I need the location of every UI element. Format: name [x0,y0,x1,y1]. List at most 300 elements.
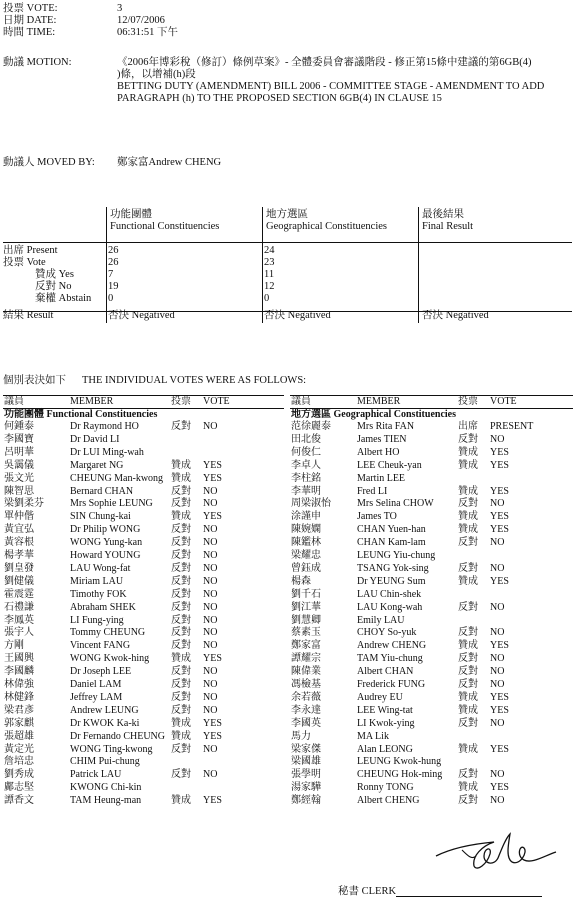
vote-zh: 反對 [171,614,191,626]
summary-rule [3,242,572,243]
vote-zh: 反對 [171,588,191,600]
table-row [3,640,284,652]
table-row [3,602,284,614]
member-name-zh: 張超雄 [4,730,34,742]
vote-en: YES [203,730,222,742]
member-name-en: WONG Kwok-hing [70,653,150,665]
yes-fc: 7 [108,269,114,280]
table-row [290,524,573,536]
table-row [290,718,573,730]
member-name-en: Timothy FOK [70,588,127,600]
table-row [290,627,573,639]
member-name-zh: 譚香文 [4,795,34,807]
vote-zh: 反對 [171,666,191,678]
member-name-zh: 李華明 [291,485,321,497]
fc-section-title-text: 功能團體 Functional Constituencies [4,409,158,420]
vote-en: NO [203,421,218,432]
vote-en: NO [490,601,505,613]
vote-fc: 26 [108,257,119,268]
member-name-en: TAM Yiu-chung [357,653,423,665]
member-name-en: Fred LI [357,485,388,497]
member-name-zh: 何鍾泰 [4,421,34,432]
member-name-zh: 劉慧卿 [291,614,321,626]
member-name-en: Emily LAU [357,614,405,626]
abstain-label: 棄權 Abstain [35,293,92,304]
member-name-en: Audrey EU [357,691,403,703]
member-name-zh: 張文光 [4,472,34,484]
member-name-zh: 余若薇 [291,691,321,703]
vote-zh: 贊成 [458,782,478,794]
vote-zh: 贊成 [458,485,478,497]
vote-en: YES [490,485,509,497]
member-name-en: Frederick FUNG [357,679,426,690]
vote-en: NO [490,666,505,678]
member-name-en: Dr KWOK Ka-ki [70,717,140,729]
member-name-zh: 陳偉業 [291,666,321,678]
member-name-zh: 鄭經翰 [291,795,321,807]
vote-en: NO [203,588,218,600]
member-name-zh: 譚耀宗 [291,653,321,665]
vote-en: NO [203,485,218,497]
member-name-zh: 曾鈺成 [291,562,321,574]
vote-zh-header: 投票 [171,396,191,407]
vote-en: NO [490,537,505,549]
vote-zh: 贊成 [458,511,478,523]
member-name-en: Abraham SHEK [70,601,136,613]
table-row [3,589,284,601]
member-name-en: Daniel LAM [70,679,122,690]
member-name-en: Dr Joseph LEE [70,666,132,678]
member-name-zh: 陳婉嫻 [291,524,321,536]
vote-zh: 反對 [458,717,478,729]
vote-en: YES [203,459,222,471]
vote-zh: 反對 [458,562,478,574]
member-name-zh: 田北俊 [291,433,321,445]
vote-zh: 贊成 [458,704,478,716]
yes-gc: 11 [264,269,275,280]
table-row [290,795,573,807]
member-name-zh: 楊森 [291,575,311,587]
motion-text-zh-1: 《2006年博彩稅（修訂）條例草案》- 全體委員會審議階段 - 修正第15條中建議的第6GB(4) [117,57,532,68]
table-row [290,473,573,485]
date-label: 日期 DATE: [3,15,57,26]
vote-en: YES [203,717,222,729]
member-name-en: LI Kwok-ying [357,717,415,729]
table-row [290,679,573,691]
table-row [3,550,284,562]
table-row [3,524,284,536]
vote-en: NO [490,717,505,729]
table-row [3,473,284,485]
vote-zh: 贊成 [458,743,478,755]
vote-zh: 反對 [458,601,478,613]
table-row [3,744,284,756]
fc-heading-zh: 功能團體 [110,209,152,220]
vote-en: NO [490,795,505,807]
table-row [3,782,284,794]
table-row [290,705,573,717]
member-name-zh: 張學明 [291,769,321,781]
vote-en-header: VOTE [203,396,230,407]
member-name-en: Albert CHAN [357,666,414,678]
vote-en: NO [490,627,505,639]
clerk-signature [432,826,562,876]
vote-en: NO [203,537,218,549]
member-name-zh: 黃宜弘 [4,524,34,536]
member-name-en: Miriam LAU [70,575,124,587]
vote-zh: 贊成 [171,653,191,665]
table-header-row [3,396,284,408]
table-row [3,692,284,704]
table-row [3,563,284,575]
member-name-en: WONG Ting-kwong [70,743,153,755]
table-row [3,718,284,730]
no-gc: 12 [264,281,275,292]
table-row [290,421,573,433]
member-name-en: Ronny TONG [357,782,414,794]
member-name-zh: 劉健儀 [4,575,34,587]
member-name-en: TAM Heung-man [70,795,142,807]
vote-en: YES [490,782,509,794]
table-row [290,653,573,665]
member-name-en: Dr Philip WONG [70,524,141,536]
member-name-zh: 周梁淑怡 [291,498,331,510]
member-name-en: Bernard CHAN [70,485,134,497]
member-name-zh: 劉江華 [291,601,321,613]
member-name-zh: 霍震霆 [4,588,34,600]
vote-zh: 反對 [171,575,191,587]
table-row [290,640,573,652]
vote-en: YES [490,704,509,716]
vote-en: YES [490,459,509,471]
table-row [3,731,284,743]
member-name-en: Albert HO [357,446,400,458]
vote-en: YES [203,653,222,665]
member-name-en: LEUNG Kwok-hung [357,756,442,768]
vote-zh: 贊成 [171,472,191,484]
vote-en: NO [203,562,218,574]
table-row [290,589,573,601]
gc-section-title [290,409,573,421]
member-name-en: LAU Kong-wah [357,601,423,613]
member-name-en: LI Fung-ying [70,614,124,626]
member-en-header: MEMBER [70,396,114,407]
member-name-en: Jeffrey LAM [70,691,123,703]
member-name-zh: 李國寶 [4,433,34,445]
member-name-zh: 陳鑑林 [291,537,321,549]
member-name-en: Dr Raymond HO [70,421,139,432]
vote-en: YES [490,511,509,523]
member-name-zh: 呂明華 [4,446,34,458]
member-name-en: CHAN Yuen-han [357,524,426,536]
abstain-fc: 0 [108,293,114,304]
vote-en: YES [490,446,509,458]
member-name-zh: 梁君彥 [4,704,34,716]
time-label: 時間 TIME: [3,27,56,38]
member-name-zh: 范徐麗泰 [291,421,331,432]
vote-label: 投票 Vote [3,257,46,268]
vote-en: PRESENT [490,421,534,432]
member-name-zh: 涂謹申 [291,511,321,523]
mover-value: 鄭家富Andrew CHENG [117,157,222,168]
table-row [3,795,284,807]
member-name-en: Mrs Sophie LEUNG [70,498,153,510]
vote-en: NO [203,704,218,716]
member-name-zh: 李柱銘 [291,472,321,484]
vote-zh: 反對 [171,679,191,690]
result-gc: 否決 Negatived [264,310,331,321]
member-name-en: Dr Fernando CHEUNG [70,730,165,742]
member-name-en: Vincent FANG [70,640,131,652]
table-row [290,782,573,794]
vote-en: YES [203,511,222,523]
table-row [290,692,573,704]
member-name-zh: 林偉強 [4,679,34,690]
fc-heading-en: Functional Constituencies [110,221,220,232]
table-row [290,731,573,743]
vote-en: NO [203,601,218,613]
member-name-en: TSANG Yok-sing [357,562,429,574]
vote-zh: 贊成 [171,511,191,523]
result-fc: 否決 Negatived [108,310,175,321]
vote-zh-header: 投票 [458,396,478,407]
vote-zh: 反對 [171,524,191,536]
table-row [3,615,284,627]
member-name-zh: 馮檢基 [291,679,321,690]
vote-en: NO [203,679,218,690]
vote-gc: 23 [264,257,275,268]
final-heading-zh: 最後結果 [422,209,464,220]
present-label: 出席 Present [3,245,58,256]
member-name-en: MA Lik [357,730,389,742]
member-name-en: Andrew CHENG [357,640,427,652]
member-name-en: Martin LEE [357,472,406,484]
vote-en: NO [490,433,505,445]
vote-zh: 反對 [458,433,478,445]
table-row [290,769,573,781]
individual-intro-en: THE INDIVIDUAL VOTES WERE AS FOLLOWS: [82,375,307,386]
vote-en: NO [203,640,218,652]
summary-divider [262,207,263,323]
date-value: 12/07/2006 [117,15,165,26]
vote-zh: 贊成 [171,459,191,471]
vote-en: NO [490,679,505,690]
motion-text-en-1: BETTING DUTY (AMENDMENT) BILL 2006 - COMMITTEE STAGE - AMENDMENT TO ADD [117,81,545,92]
member-name-en: Margaret NG [70,459,124,471]
table-row [290,756,573,768]
table-row [3,653,284,665]
yes-label: 贊成 Yes [35,269,74,280]
table-row [290,537,573,549]
vote-zh: 反對 [171,550,191,561]
table-row [3,498,284,510]
member-name-zh: 湯家驊 [291,782,321,794]
gc-votes-table [290,395,573,827]
member-name-zh: 何俊仁 [291,446,321,458]
vote-zh: 贊成 [458,640,478,652]
member-name-zh: 梁劉柔芬 [4,498,44,510]
summary-divider [106,207,107,323]
member-name-zh: 王國興 [4,653,34,665]
gc-section-title-text: 地方選區 Geographical Constituencies [291,409,456,420]
table-row [290,498,573,510]
member-name-en: Albert CHENG [357,795,420,807]
member-name-en: Patrick LAU [70,769,122,781]
table-row [290,511,573,523]
vote-en: YES [490,524,509,536]
member-name-zh: 吳靄儀 [4,459,34,471]
table-row [3,769,284,781]
member-name-en: Mrs Rita FAN [357,421,415,432]
member-name-en: LAU Wong-fat [70,562,131,574]
vote-en: NO [490,498,505,510]
table-header-row [290,396,573,408]
table-row [3,576,284,588]
member-name-en: LEUNG Yiu-chung [357,550,436,561]
member-name-zh: 詹培忠 [4,756,34,768]
vote-en: YES [490,575,509,587]
vote-zh: 反對 [458,627,478,639]
motion-text-zh-2: )條，以增補(h)段 [117,69,196,80]
vote-zh: 贊成 [171,795,191,807]
member-name-en: CHOY So-yuk [357,627,417,639]
member-name-en: LEE Wing-tat [357,704,413,716]
abstain-gc: 0 [264,293,270,304]
member-name-en: Tommy CHEUNG [70,627,146,639]
vote-zh: 反對 [171,562,191,574]
no-fc: 19 [108,281,119,292]
table-row [3,511,284,523]
final-heading-en: Final Result [422,221,474,232]
present-gc: 24 [264,245,275,256]
table-row [3,705,284,717]
member-name-en: Howard YOUNG [70,550,141,561]
member-name-en: Dr YEUNG Sum [357,575,426,587]
member-name-en: LEE Cheuk-yan [357,459,422,471]
clerk-label: 秘書 CLERK [338,886,397,897]
member-name-zh: 李永達 [291,704,321,716]
member-name-zh: 林健鋒 [4,691,34,703]
table-row [3,756,284,768]
member-name-zh: 馬力 [291,730,311,742]
fc-votes-table [3,395,284,827]
member-name-en: WONG Yung-kan [70,537,143,549]
member-name-zh: 單仲偕 [4,511,34,523]
member-name-zh: 李卓人 [291,459,321,471]
member-name-en: Alan LEONG [357,743,413,755]
summary-table [3,207,572,323]
table-row [3,421,284,433]
vote-en: NO [203,524,218,536]
vote-en: NO [203,614,218,626]
vote-zh: 贊成 [458,524,478,536]
vote-en: NO [490,769,505,781]
vote-en: YES [203,795,222,807]
vote-zh: 反對 [171,691,191,703]
member-name-en: LAU Chin-shek [357,588,422,600]
summary-divider [418,207,419,323]
gc-heading-en: Geographical Constituencies [266,221,388,232]
member-name-zh: 郭家麒 [4,717,34,729]
member-name-zh: 楊孝華 [4,550,34,561]
vote-zh: 反對 [171,601,191,613]
member-name-zh: 李鳳英 [4,614,34,626]
member-name-en: KWONG Chi-kin [70,782,142,794]
member-name-en: James TO [357,511,397,523]
member-zh-header: 議員 [4,396,24,407]
table-row [290,563,573,575]
member-name-zh: 鄭家富 [291,640,321,652]
vote-en: NO [203,769,218,781]
table-row [290,744,573,756]
vote-zh: 反對 [171,769,191,781]
member-name-zh: 黃定光 [4,743,34,755]
vote-en: YES [490,691,509,703]
member-name-zh: 梁家傑 [291,743,321,755]
result-final: 否決 Negatived [422,310,489,321]
motion-label: 動議 MOTION: [3,57,72,68]
vote-zh: 反對 [171,743,191,755]
vote-en: NO [203,627,218,639]
vote-en: YES [490,640,509,652]
member-name-zh: 李國麟 [4,666,34,678]
vote-zh: 反對 [458,653,478,665]
vote-zh: 反對 [171,640,191,652]
present-fc: 26 [108,245,119,256]
table-row [290,460,573,472]
member-name-zh: 陳智思 [4,485,34,497]
member-zh-header: 議員 [291,396,311,407]
member-name-zh: 蔡素玉 [291,627,321,639]
member-name-en: SIN Chung-kai [70,511,131,523]
result-label: 結果 Result [3,310,54,321]
table-row [3,486,284,498]
table-row [3,537,284,549]
vote-zh: 反對 [458,498,478,510]
member-name-en: Dr LUI Ming-wah [70,446,144,458]
vote-zh: 反對 [458,537,478,549]
vote-en: NO [490,562,505,574]
vote-zh: 贊成 [458,691,478,703]
member-name-zh: 鄺志堅 [4,782,34,794]
member-name-zh: 梁國雄 [291,756,321,768]
member-name-en: CHAN Kam-lam [357,537,426,549]
vote-en: NO [490,653,505,665]
vote-zh: 反對 [458,666,478,678]
vote-en: NO [203,743,218,755]
vote-zh: 反對 [171,627,191,639]
vote-zh: 出席 [458,421,478,432]
motion-text-en-2: PARAGRAPH (h) TO THE PROPOSED SECTION 6GB(4) IN CLAUSE 15 [117,93,442,104]
vote-zh: 反對 [458,769,478,781]
vote-zh: 贊成 [171,717,191,729]
table-row [3,460,284,472]
vote-zh: 贊成 [458,446,478,458]
mover-label: 動議人 MOVED BY: [3,157,95,168]
vote-en: NO [203,498,218,510]
vote-zh: 反對 [171,421,191,432]
table-row [290,550,573,562]
vote-zh: 反對 [171,498,191,510]
member-name-zh: 黃容根 [4,537,34,549]
member-name-zh: 石禮謙 [4,601,34,613]
member-name-en: Mrs Selina CHOW [357,498,434,510]
vote-en-header: VOTE [490,396,517,407]
vote-zh: 贊成 [458,575,478,587]
vote-en: YES [203,472,222,484]
member-name-zh: 梁耀忠 [291,550,321,561]
no-label: 反對 No [35,281,72,292]
